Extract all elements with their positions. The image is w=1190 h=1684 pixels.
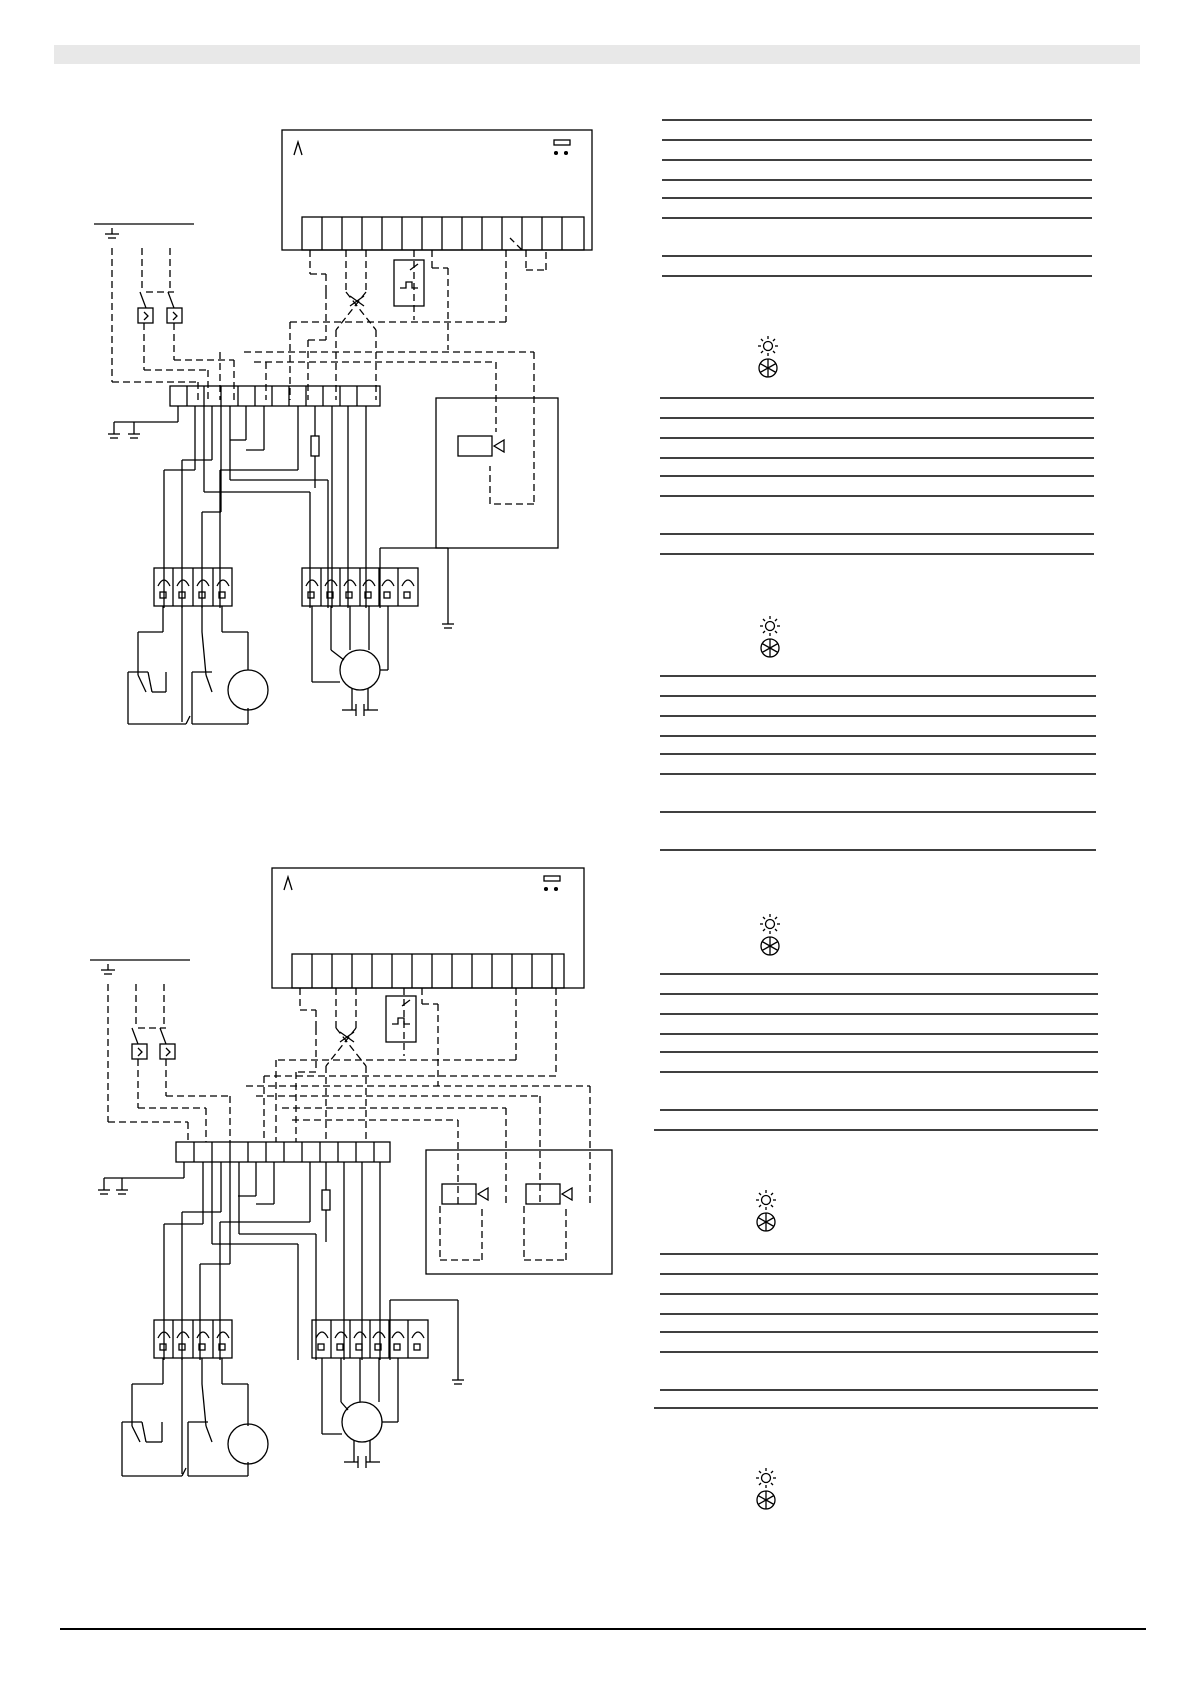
ground-icon <box>108 434 120 438</box>
sun-icon <box>756 1468 776 1488</box>
valve-box <box>436 398 558 548</box>
sun-icon <box>756 1190 776 1210</box>
relay-box <box>394 260 424 306</box>
ground-icon <box>128 434 140 438</box>
legend-section-5 <box>654 1254 1098 1408</box>
ground-icon <box>116 1190 128 1194</box>
valve-coil-1 <box>442 1184 476 1204</box>
valve-box <box>426 1150 612 1274</box>
snowflake-icon <box>761 639 779 657</box>
snowflake-icon <box>757 1491 775 1509</box>
snowflake-icon <box>759 359 777 377</box>
ground-icon <box>98 1190 110 1194</box>
sun-icon <box>760 616 780 636</box>
fan-motor-icon <box>340 650 380 690</box>
legend-section-3 <box>660 676 1096 850</box>
thermal-switch-1 <box>132 1044 147 1059</box>
valve-icon <box>494 440 504 452</box>
terminal-block-lower <box>176 1142 390 1162</box>
ground-icon <box>105 228 119 238</box>
snowflake-icon <box>761 937 779 955</box>
thermal-switch-2 <box>160 1044 175 1059</box>
fan-motor-icon <box>342 1402 382 1442</box>
controller-terminals <box>322 217 562 250</box>
controller-symbol-icon <box>294 142 302 155</box>
sun-icon <box>758 336 778 356</box>
ground-icon <box>452 1380 464 1384</box>
legend-column <box>640 100 1120 1540</box>
jumper-icon <box>544 876 560 881</box>
valve-icon <box>562 1188 572 1200</box>
wiring-diagram-upper <box>80 120 620 800</box>
valve-coil <box>458 436 492 456</box>
pump-motor-icon <box>228 1424 268 1464</box>
thermal-switch-1 <box>138 308 153 323</box>
controller-box <box>272 868 584 988</box>
controller-terminals <box>312 954 552 988</box>
legend-section-4 <box>654 974 1098 1130</box>
valve-icon <box>478 1188 488 1200</box>
ground-icon <box>442 624 454 628</box>
controller-symbol-icon <box>284 877 292 890</box>
footer-rule <box>60 1628 1146 1630</box>
relay-box <box>386 996 416 1042</box>
controller-box <box>282 130 592 250</box>
thermal-switch-2 <box>167 308 182 323</box>
jumper-icon <box>554 140 570 145</box>
ground-icon <box>101 964 115 974</box>
snowflake-icon <box>757 1213 775 1231</box>
pump-motor-icon <box>228 670 268 710</box>
sun-icon <box>760 914 780 934</box>
valve-coil-2 <box>526 1184 560 1204</box>
legend-section-2 <box>660 398 1094 554</box>
legend-section-1 <box>662 120 1092 276</box>
terminal-block-upper <box>170 386 380 406</box>
header-bar <box>54 45 1140 64</box>
wiring-diagram-lower <box>70 860 630 1550</box>
